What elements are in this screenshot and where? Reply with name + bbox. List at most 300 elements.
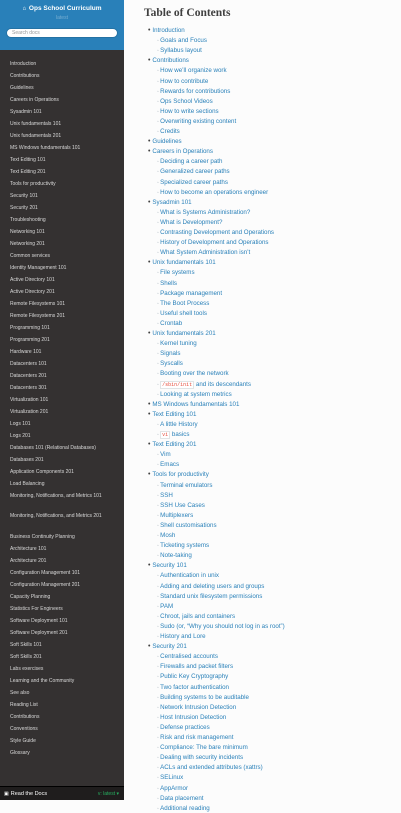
toc-subsection-link[interactable] (157, 593, 262, 601)
toc-link-text: Note-taking (160, 552, 192, 560)
circle-bullet-icon: ◦ (157, 371, 161, 378)
toc-link-text: Tools for productivity (152, 471, 209, 479)
sidebar-item[interactable]: Hardware 101 (10, 349, 42, 355)
sidebar-item[interactable]: Monitoring, Notifications, and Metrics 201 (10, 513, 102, 519)
book-icon: ▣ (4, 791, 9, 797)
sidebar-item[interactable]: Programming 101 (10, 325, 50, 331)
circle-bullet-icon: ◦ (157, 765, 161, 772)
sidebar-item[interactable]: Introduction (10, 61, 37, 67)
toc-link-text: Ops School Videos (160, 97, 213, 105)
toc-link-text: SSH (160, 491, 173, 499)
circle-bullet-icon: ◦ (157, 795, 161, 802)
toc-subsection-link[interactable] (157, 532, 175, 540)
toc-link-text: Generalized career paths (160, 168, 230, 176)
sidebar-item[interactable]: Guidelines (10, 85, 34, 91)
toc-link-text: Careers in Operations (152, 148, 213, 156)
toc-link-text: MS Windows fundamentals 101 (152, 400, 240, 408)
sidebar-item[interactable]: Remote Filesystems 101 (10, 301, 66, 307)
circle-bullet-icon: ◦ (157, 38, 161, 45)
bullet-icon: • (148, 562, 153, 570)
toc-subsection-link[interactable] (157, 158, 222, 166)
circle-bullet-icon: ◦ (157, 522, 161, 529)
toc-link-text: Ticketing systems (160, 542, 210, 550)
sidebar-item[interactable]: Careers in Operations (10, 97, 59, 103)
toc-section-link[interactable] (148, 57, 189, 65)
toc-subsection-link[interactable] (157, 37, 207, 45)
toc-subsection-link[interactable] (157, 360, 183, 368)
toc-link-text: What is Development? (160, 218, 223, 226)
circle-bullet-icon: ◦ (157, 775, 161, 782)
circle-bullet-icon: ◦ (157, 664, 161, 671)
toc-link-text: Emacs (160, 461, 180, 469)
sidebar-item[interactable]: Learning and the Community (10, 678, 75, 684)
toc-link-text: Guidelines (152, 138, 182, 146)
toc-link-text: Additional reading (160, 804, 210, 812)
toc-subsection-link[interactable] (157, 805, 210, 813)
sidebar-item[interactable]: Datacenters 201 (10, 373, 47, 379)
circle-bullet-icon: ◦ (157, 169, 161, 176)
toc-link-text: Two factor authentication (160, 683, 229, 691)
toc-link-text: Rewards for contributions (160, 87, 231, 95)
toc-link-text: Adding and deleting users and groups (160, 582, 265, 590)
version-label: v: latest (97, 791, 116, 797)
toc-link-text: Contrasting Development and Operations (160, 229, 275, 236)
version-selector[interactable] (98, 791, 119, 797)
sidebar-item[interactable]: Software Deployment 201 (10, 630, 68, 636)
toc-link-text: Syscalls (160, 360, 183, 368)
sidebar-item[interactable]: Unix fundamentals 201 (10, 133, 62, 139)
toc-subsection-link[interactable] (157, 370, 229, 378)
toc-subsection-link[interactable] (157, 734, 233, 742)
circle-bullet-icon: ◦ (157, 694, 161, 701)
toc-link-text: Contributions (152, 57, 189, 65)
sidebar-item[interactable]: Remote Filesystems 201 (10, 313, 66, 319)
toc-subsection-link[interactable] (157, 280, 177, 288)
circle-bullet-icon: ◦ (157, 219, 161, 226)
toc-link-text: Goals and Focus (160, 37, 207, 45)
toc-subsection-link[interactable] (157, 572, 219, 580)
bullet-icon: • (148, 330, 153, 337)
toc-link-text: Firewalls and packet filters (160, 663, 234, 671)
toc-section-link[interactable] (148, 259, 216, 267)
toc-subsection-link[interactable] (157, 310, 207, 318)
sidebar-item[interactable]: See also (10, 690, 30, 696)
circle-bullet-icon: ◦ (157, 310, 161, 317)
toc-link-text: Kernel tuning (160, 340, 197, 348)
sidebar-item[interactable]: Architecture 101 (10, 546, 47, 552)
toc-subsection-link[interactable] (157, 714, 226, 722)
bullet-icon: • (148, 400, 153, 408)
sidebar-item[interactable]: Datacenters 301 (10, 385, 47, 391)
sidebar-item[interactable]: Common services (10, 253, 51, 259)
toc-code-literal: vi (162, 432, 169, 438)
sidebar-item[interactable]: Contributions (10, 73, 40, 79)
toc-subsection-link[interactable] (157, 249, 250, 257)
toc-link-text: Network Intrusion Detection (160, 703, 237, 711)
circle-bullet-icon: ◦ (157, 351, 161, 358)
sidebar-item[interactable]: Security 201 (10, 205, 38, 211)
sidebar-item[interactable]: Databases 201 (10, 457, 44, 463)
toc-subsection-link[interactable] (157, 269, 195, 277)
toc-subsection-link[interactable] (157, 764, 263, 772)
toc-link-text: Building systems to be auditable (160, 693, 249, 701)
toc-link-text: Host Intrusion Detection (160, 713, 227, 721)
sidebar-item[interactable]: Sysadmin 101 (10, 109, 42, 115)
toc-link-text: Authentication in unix (160, 572, 219, 580)
toc-subsection-link[interactable] (157, 451, 171, 459)
circle-bullet-icon: ◦ (157, 320, 161, 327)
toc-section-link[interactable] (148, 27, 185, 35)
circle-bullet-icon: ◦ (157, 68, 161, 75)
toc-link-text: Mosh (160, 532, 176, 539)
circle-bullet-icon: ◦ (157, 745, 161, 752)
toc-link-text: Shells (160, 279, 178, 287)
toc-subsection-link[interactable] (157, 603, 173, 611)
toc-subsection-link[interactable] (157, 795, 204, 803)
sidebar-item[interactable]: Load Balancing (10, 481, 45, 487)
circle-bullet-icon: ◦ (157, 78, 161, 85)
search-input[interactable] (6, 28, 118, 38)
sidebar-item[interactable]: Labs exercises (10, 666, 44, 672)
bullet-icon: • (148, 198, 153, 206)
toc-subsection-link[interactable] (157, 502, 205, 510)
toc-subsection-link[interactable] (157, 512, 193, 520)
circle-bullet-icon: ◦ (157, 432, 161, 438)
toc-subsection-link[interactable] (157, 633, 206, 641)
sidebar-item[interactable]: Reading List (10, 702, 38, 708)
toc-link-text: SSH Use Cases (160, 501, 205, 509)
toc-subsection-link[interactable] (157, 209, 250, 217)
sidebar-item[interactable]: Application Components 201 (10, 469, 74, 475)
circle-bullet-icon: ◦ (157, 118, 161, 125)
toc-link-text: Risk and risk management (160, 734, 234, 741)
toc-link-text: Unix fundamentals 101 (152, 259, 216, 267)
circle-bullet-icon: ◦ (157, 240, 161, 247)
toc-link-text: SELinux (160, 774, 184, 782)
toc-link-text: AppArmor (160, 784, 189, 792)
toc-link-text: Booting over the network (160, 370, 229, 378)
toc-subsection-link[interactable] (157, 542, 209, 550)
sidebar-item[interactable]: Text Editing 101 (10, 157, 46, 163)
sidebar-item[interactable]: MS Windows fundamentals 101 (10, 145, 81, 151)
toc-subsection-link[interactable] (157, 552, 192, 560)
toc-section-link[interactable] (148, 148, 213, 156)
toc-link-text: Specialized career paths (160, 178, 228, 186)
toc-subsection-link[interactable] (157, 108, 219, 116)
toc-link-text: Dealing with security incidents (160, 754, 244, 762)
toc-subsection-link[interactable] (157, 724, 210, 732)
circle-bullet-icon: ◦ (157, 361, 161, 368)
toc-link-text: basics (171, 431, 190, 438)
toc-subsection-link[interactable] (157, 391, 232, 399)
circle-bullet-icon: ◦ (157, 533, 161, 539)
circle-bullet-icon: ◦ (157, 159, 161, 166)
project-version: latest (56, 15, 68, 21)
circle-bullet-icon: ◦ (157, 755, 161, 762)
toc-link-text: Useful shell tools (160, 309, 207, 317)
sidebar-item[interactable]: Conventions (10, 726, 38, 732)
page-title: Table of Contents (144, 7, 231, 19)
read-the-docs-label: Read the Docs (10, 791, 48, 797)
circle-bullet-icon: ◦ (157, 805, 161, 812)
circle-bullet-icon: ◦ (157, 48, 161, 55)
toc-subsection-link[interactable] (157, 613, 235, 621)
sidebar-item[interactable]: Architecture 201 (10, 558, 47, 564)
circle-bullet-icon: ◦ (157, 270, 161, 277)
sidebar-item[interactable]: Active Directory 201 (10, 289, 55, 295)
sidebar-item[interactable]: Glossary (10, 750, 30, 756)
toc-subsection-link[interactable] (157, 704, 236, 712)
toc-subsection-link[interactable] (157, 431, 189, 439)
toc-subsection-link[interactable] (157, 744, 248, 752)
toc-link-text: Security 101 (152, 562, 187, 570)
circle-bullet-icon: ◦ (157, 381, 161, 388)
toc-link-text: Text Editing 201 (152, 441, 197, 449)
toc-code-literal: /sbin/init (162, 381, 193, 388)
toc-section-link[interactable] (148, 411, 196, 419)
toc-link-text: Deciding a career path (160, 158, 223, 166)
bullet-icon: • (148, 410, 153, 418)
toc-subsection-link[interactable] (157, 482, 212, 490)
toc-subsection-link[interactable] (157, 179, 228, 187)
toc-subsection-link[interactable] (157, 694, 249, 702)
project-name: Ops School Curriculum (28, 5, 102, 12)
toc-link-text: Chroot, jails and containers (160, 612, 236, 620)
circle-bullet-icon: ◦ (157, 613, 161, 620)
circle-bullet-icon: ◦ (157, 250, 161, 257)
toc-subsection-link[interactable] (157, 623, 285, 631)
toc-link-text: Sysadmin 101 (152, 198, 192, 206)
sidebar-header (0, 0, 124, 50)
sidebar-item[interactable]: Style Guide (10, 738, 36, 744)
sidebar-item[interactable]: Software Deployment 101 (10, 618, 68, 624)
circle-bullet-icon: ◦ (157, 553, 161, 560)
circle-bullet-icon: ◦ (157, 230, 161, 236)
sidebar-item[interactable]: Configuration Management 101 (10, 570, 81, 576)
circle-bullet-icon: ◦ (157, 492, 161, 499)
sidebar-item[interactable]: Datacenters 101 (10, 361, 47, 367)
toc-link-text: Introduction (152, 27, 185, 34)
circle-bullet-icon: ◦ (157, 512, 161, 519)
toc-link-text: Centralised accounts (160, 653, 218, 661)
toc-subsection-link[interactable] (157, 340, 197, 348)
toc-link-text: Multiplexers (160, 511, 194, 519)
circle-bullet-icon: ◦ (157, 684, 161, 691)
toc-subsection-link[interactable] (157, 421, 198, 429)
sidebar-item[interactable]: Logs 101 (10, 421, 31, 427)
toc-link-text: Sudo (or, “Why you should not log in as root”) (160, 622, 285, 630)
toc-subsection-link[interactable] (157, 67, 227, 75)
toc-subsection-link[interactable] (157, 189, 268, 197)
bullet-icon: • (148, 138, 153, 146)
toc-link-text: Package management (160, 289, 223, 297)
toc-link-text: Overwriting existing content (160, 117, 237, 125)
toc-subsection-link[interactable] (157, 492, 173, 500)
toc-link-text: Crontab (160, 319, 183, 327)
bullet-icon: • (148, 441, 153, 449)
toc-link-text: Vim (160, 451, 171, 459)
sidebar-item[interactable]: Capacity Planning (10, 594, 51, 600)
circle-bullet-icon: ◦ (157, 280, 161, 287)
sidebar-item[interactable]: Soft Skills 201 (10, 654, 42, 660)
toc-link-text: File systems (160, 269, 195, 277)
toc-link-text: Compliance: The bare minimum (160, 744, 248, 752)
circle-bullet-icon: ◦ (157, 735, 161, 741)
toc-section-link[interactable] (148, 138, 182, 146)
sidebar (0, 0, 124, 800)
toc-subsection-link[interactable] (157, 47, 202, 55)
sidebar-item[interactable]: Active Directory 101 (10, 277, 55, 283)
toc-link-text: Defense practices (160, 723, 210, 731)
toc-link-text: Text Editing 101 (152, 410, 197, 418)
toc-section-link[interactable] (148, 441, 196, 449)
toc-link-text: History of Development and Operations (160, 239, 269, 247)
sidebar-item[interactable]: Networking 201 (10, 241, 45, 247)
circle-bullet-icon: ◦ (157, 209, 161, 216)
circle-bullet-icon: ◦ (157, 189, 161, 196)
sidebar-item[interactable]: Identity Management 101 (10, 265, 67, 271)
toc-link-text: A little History (160, 420, 198, 428)
project-home-link[interactable] (0, 4, 124, 14)
toc-link-text: PAM (160, 602, 174, 610)
toc-link-text: The Boot Process (160, 299, 210, 307)
circle-bullet-icon: ◦ (157, 462, 161, 469)
toc-subsection-link[interactable] (157, 522, 217, 530)
sidebar-item[interactable]: Virtualization 101 (10, 397, 49, 403)
sidebar-item[interactable]: Programming 201 (10, 337, 50, 343)
sidebar-item[interactable]: Contributions (10, 714, 40, 720)
sidebar-item[interactable]: Virtualization 201 (10, 409, 49, 415)
circle-bullet-icon: ◦ (157, 179, 161, 186)
circle-bullet-icon: ◦ (157, 482, 161, 489)
toc-link-text: Shell customisations (160, 521, 217, 529)
toc-subsection-link[interactable] (157, 785, 188, 793)
bullet-icon: • (148, 471, 153, 479)
circle-bullet-icon: ◦ (157, 290, 161, 297)
toc-link-text: Signals (160, 350, 181, 358)
toc-link-text: History and Lore (160, 633, 206, 640)
toc-link-text: How to contribute (160, 77, 209, 85)
toc-subsection-link[interactable] (157, 300, 209, 308)
bullet-icon: • (148, 27, 153, 34)
circle-bullet-icon: ◦ (157, 593, 161, 600)
circle-bullet-icon: ◦ (157, 704, 161, 711)
toc-subsection-link[interactable] (157, 320, 182, 328)
toc-section-link[interactable] (148, 471, 209, 479)
toc-subsection-link[interactable] (157, 88, 230, 96)
sidebar-item[interactable]: Business Continuity Planning (10, 534, 75, 540)
toc-link-text: and its descendants (195, 380, 251, 388)
sidebar-item[interactable]: Monitoring, Notifications, and Metrics 101 (10, 493, 102, 499)
toc-subsection-link[interactable] (157, 774, 183, 782)
toc-section-link[interactable] (148, 643, 187, 651)
circle-bullet-icon: ◦ (157, 634, 161, 640)
toc-link-text: How we’ll organize work (160, 67, 227, 75)
toc-link-text: Public Key Cryptography (160, 673, 229, 681)
circle-bullet-icon: ◦ (157, 421, 161, 428)
toc-subsection-link[interactable] (157, 98, 213, 106)
toc-link-text: What is Systems Administration? (160, 208, 251, 216)
home-icon: ⌂ (22, 6, 27, 12)
toc-subsection-link[interactable] (157, 118, 236, 126)
toc-link-text: How to become an operations engineer (160, 188, 269, 196)
circle-bullet-icon: ◦ (157, 391, 161, 398)
toc-subsection-link[interactable] (157, 461, 179, 469)
circle-bullet-icon: ◦ (157, 785, 161, 792)
toc-subsection-link[interactable] (157, 583, 264, 591)
caret-down-icon: ▾ (116, 791, 119, 797)
circle-bullet-icon: ◦ (157, 543, 161, 550)
circle-bullet-icon: ◦ (157, 583, 161, 590)
toc-link-text: Security 201 (152, 643, 187, 651)
circle-bullet-icon: ◦ (157, 714, 161, 721)
toc-subsection-link[interactable] (157, 673, 228, 681)
circle-bullet-icon: ◦ (157, 623, 161, 630)
toc-subsection-link[interactable] (157, 754, 243, 762)
sidebar-item[interactable]: Configuration Management 201 (10, 582, 81, 588)
sidebar-item[interactable]: Tools for productivity (10, 181, 56, 187)
toc-subsection-link[interactable] (157, 663, 233, 671)
sidebar-item[interactable]: Networking 101 (10, 229, 45, 235)
circle-bullet-icon: ◦ (157, 300, 161, 307)
toc-subsection-link[interactable] (157, 168, 230, 176)
circle-bullet-icon: ◦ (157, 88, 161, 95)
main-content (124, 0, 401, 812)
toc-link-text: What System Administration isn’t (160, 249, 251, 257)
bullet-icon: • (148, 259, 153, 267)
toc-subsection-link[interactable] (157, 128, 180, 136)
sidebar-item[interactable]: Databases 101 (Relational Databases) (10, 445, 96, 451)
toc-subsection-link[interactable] (157, 684, 229, 692)
toc-subsection-link[interactable] (157, 78, 208, 86)
toc-link-text: Data placement (160, 794, 204, 802)
toc-link-text: Unix fundamentals 201 (152, 330, 216, 337)
toc-link-text: Syllabus layout (160, 47, 202, 55)
read-the-docs-link[interactable] (4, 791, 47, 797)
sidebar-item[interactable]: Unix fundamentals 101 (10, 121, 62, 127)
toc-subsection-link[interactable] (157, 219, 222, 227)
sidebar-item[interactable]: Text Editing 201 (10, 169, 46, 175)
toc-subsection-link[interactable] (157, 229, 274, 237)
rtd-footer[interactable] (0, 786, 124, 800)
sidebar-item[interactable]: Troubleshooting (10, 217, 46, 223)
toc-subsection-link[interactable] (157, 290, 222, 298)
toc-subsection-link[interactable] (157, 350, 180, 358)
sidebar-item[interactable]: Security 101 (10, 193, 38, 199)
circle-bullet-icon: ◦ (157, 452, 161, 459)
toc-section-link[interactable] (148, 401, 239, 409)
circle-bullet-icon: ◦ (157, 129, 161, 135)
toc-link-text: ACLs and extended attributes (xattrs) (160, 764, 263, 772)
toc-subsection-link[interactable] (157, 381, 251, 389)
sidebar-item[interactable]: Soft Skills 101 (10, 642, 42, 648)
toc-section-link[interactable] (148, 562, 187, 570)
toc-subsection-link[interactable] (157, 239, 269, 247)
sidebar-item[interactable]: Statistics For Engineers (10, 606, 63, 612)
toc-section-link[interactable] (148, 199, 192, 207)
toc-section-link[interactable] (148, 330, 216, 338)
bullet-icon: • (148, 57, 153, 65)
bullet-icon: • (148, 643, 153, 651)
toc-subsection-link[interactable] (157, 653, 218, 661)
sidebar-item[interactable]: Logs 201 (10, 433, 31, 439)
toc-link-text: How to write sections (160, 107, 219, 115)
circle-bullet-icon: ◦ (157, 674, 161, 681)
circle-bullet-icon: ◦ (157, 108, 161, 115)
toc-link-text: Looking at system metrics (160, 390, 232, 398)
circle-bullet-icon: ◦ (157, 654, 161, 661)
toc-link-text: Standard unix filesystem permissions (160, 592, 263, 600)
